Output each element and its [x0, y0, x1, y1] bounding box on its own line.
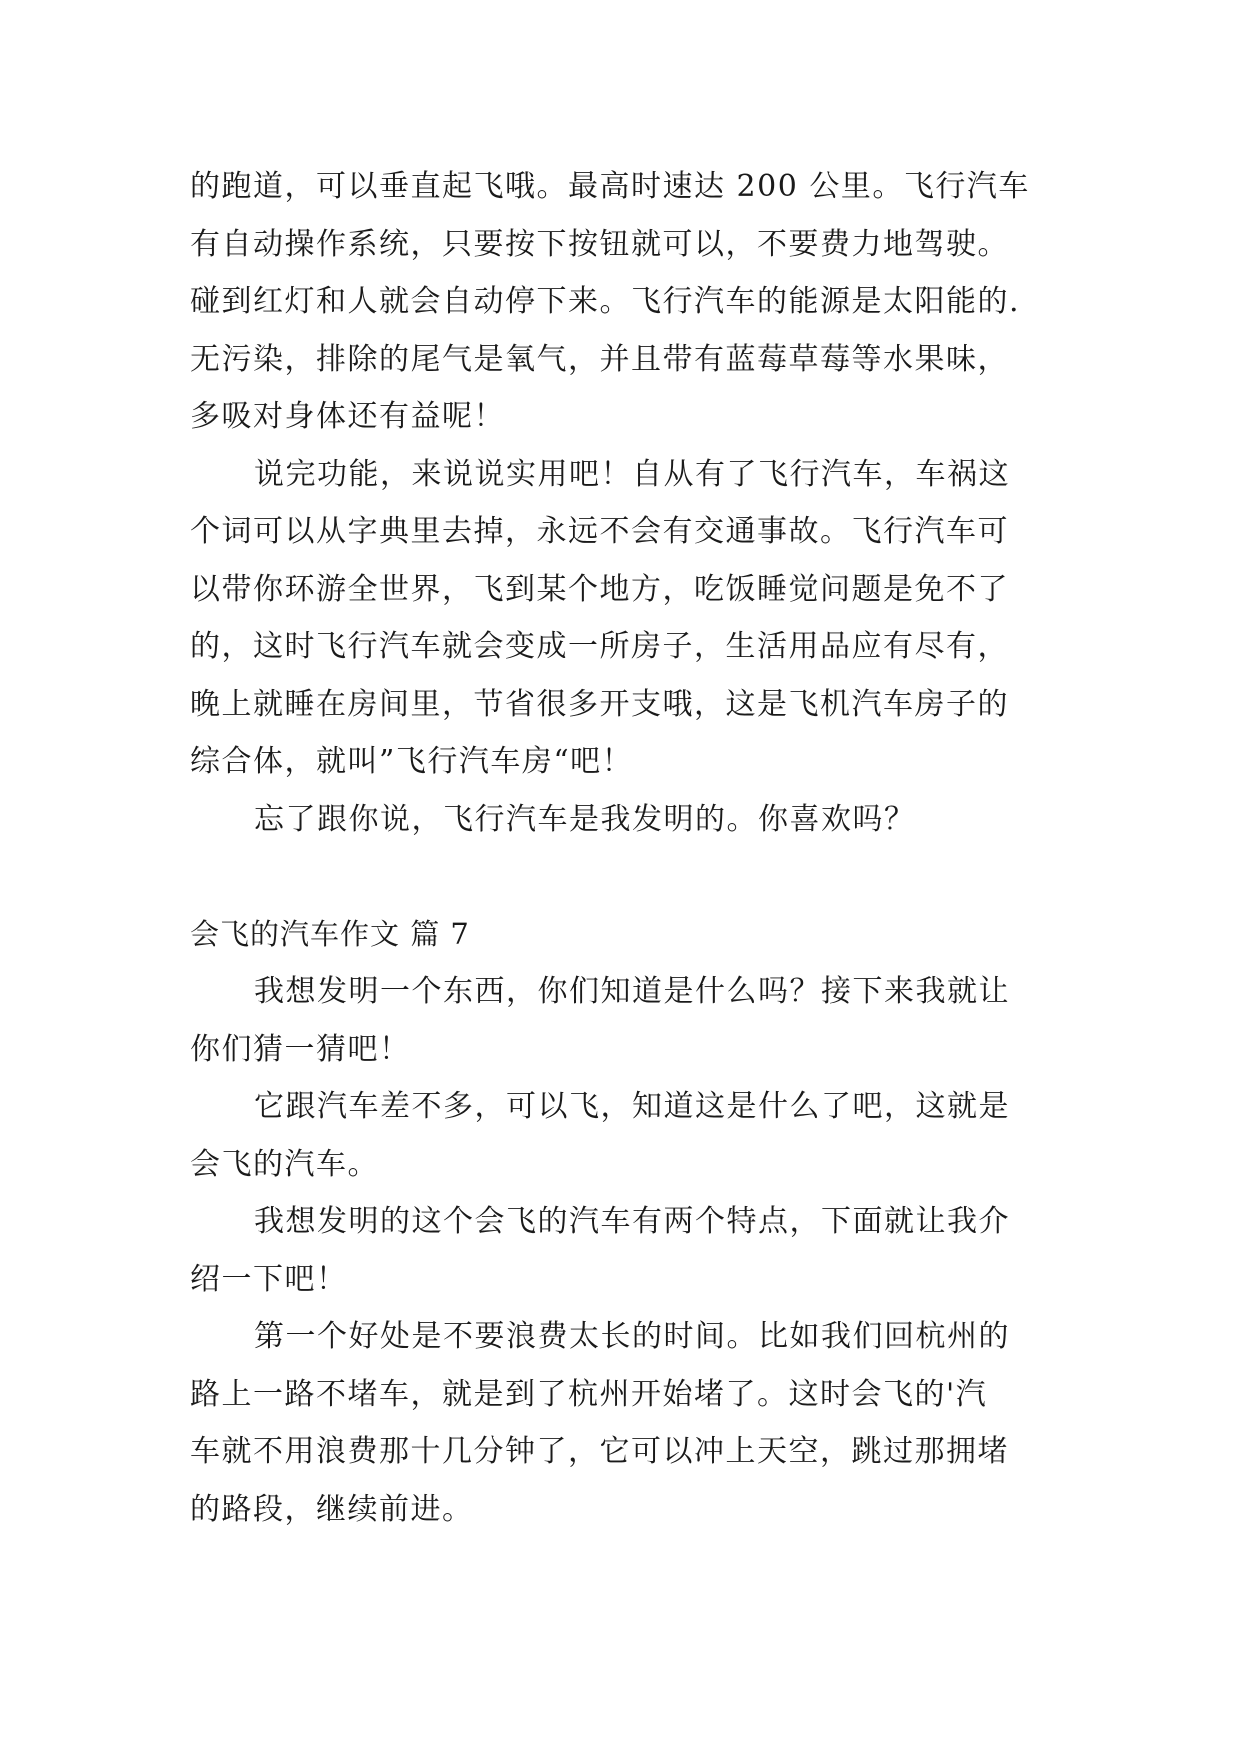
text-line: 的，这时飞行汽车就会变成一所房子，生活用品应有尽有，: [190, 629, 1009, 664]
text-line: 忘了跟你说，飞行汽车是我发明的。你喜欢吗？: [254, 801, 916, 837]
paragraph-intro: [190, 963, 1060, 1078]
text-line: 碰到红灯和人就会自动停下来。飞行汽车的能源是太阳能的.: [190, 284, 1021, 319]
text-line: 晚上就睡在房间里，节省很多开支哦，这是飞机汽车房子的: [190, 686, 1009, 722]
paragraph-first-benefit: [190, 1308, 1060, 1538]
blank-line: [190, 848, 1060, 906]
section-heading: 会飞的汽车作文 篇 7: [190, 916, 470, 951]
text-line: 第一个好处是不要浪费太长的时间。比如我们回杭州的: [254, 1319, 1010, 1354]
text-line: 无污染，排除的尾气是氧气，并且带有蓝莓草莓等水果味，: [190, 341, 1009, 377]
text-line: 你们猜一猜吧！: [190, 1031, 411, 1067]
text-line: 的路段，继续前进。: [190, 1491, 474, 1527]
text-line: 以带你环游全世界，飞到某个地方，吃饭睡觉问题是免不了: [190, 571, 1009, 607]
text-line: 车就不用浪费那十几分钟了，它可以冲上天空，跳过那拥堵: [190, 1434, 1009, 1469]
text-line: 综合体，就叫”飞行汽车房“吧！: [190, 744, 634, 779]
paragraph-reveal: [190, 1078, 1060, 1193]
text-line: 它跟汽车差不多，可以飞，知道这是什么了吧，这就是: [254, 1089, 1010, 1124]
text-line: 我想发明一个东西，你们知道是什么吗？接下来我就让: [254, 974, 1010, 1009]
text-line: 我想发明的这个会飞的汽车有两个特点，下面就让我介: [254, 1204, 1010, 1239]
text-line: 的跑道，可以垂直起飞哦。最高时速达 200 公里。飞行汽车: [190, 169, 1030, 204]
paragraph-function-use: [190, 446, 1060, 791]
text-line: 路上一路不堵车，就是到了杭州开始堵了。这时会飞的'汽: [190, 1376, 988, 1412]
paragraph-closing: [190, 791, 1060, 849]
text-line: 多吸对身体还有益呢！: [190, 399, 505, 434]
text-line: 个词可以从字典里去掉，永远不会有交通事故。飞行汽车可: [190, 514, 1009, 549]
text-line: 说完功能，来说说实用吧！自从有了飞行汽车，车祸这: [254, 456, 1010, 492]
document-body: [190, 158, 1060, 1538]
text-line: 绍一下吧！: [190, 1261, 348, 1297]
text-line: 会飞的汽车。: [190, 1146, 379, 1182]
text-line: 有自动操作系统，只要按下按钮就可以，不要费力地驾驶。: [190, 226, 1009, 262]
paragraph-continuation: [190, 158, 1060, 446]
paragraph-features: [190, 1193, 1060, 1308]
